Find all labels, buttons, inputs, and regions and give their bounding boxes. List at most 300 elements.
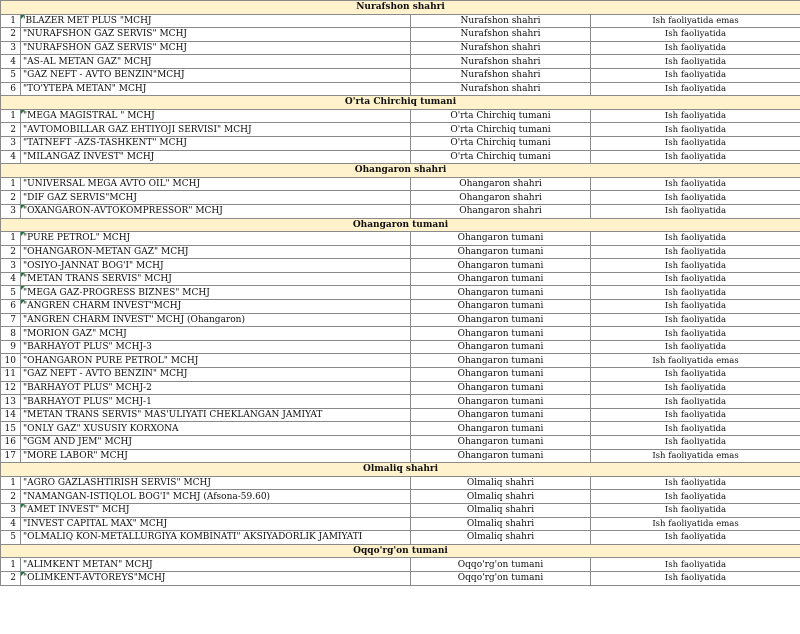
status-cell[interactable] [591,232,800,246]
status-cell[interactable] [591,517,800,531]
company-name[interactable] [21,503,411,517]
comment-indicator-icon [21,110,25,114]
row-number[interactable] [1,422,21,436]
company-name[interactable] [21,368,411,382]
company-name-text: "METAN TRANS SERVIS" MCHJ [23,274,172,285]
row-number-text: 3 [10,138,16,149]
company-name-text: "MEGA GAZ-PROGRESS BIZNES" MCHJ [23,287,210,298]
status-cell[interactable] [591,191,800,205]
section-title: Nurafshon shahri [1,1,800,15]
row-number-text: 12 [4,382,16,393]
company-name-text: "MORE LABOR" MCHJ [23,450,128,461]
table-row [1,150,800,164]
row-number[interactable] [1,41,21,55]
location-cell-text: Ohangaron tumani [457,314,544,325]
table-row [1,490,800,504]
row-number[interactable] [1,136,21,150]
company-name-text: "PURE PETROL" MCHJ [23,233,131,244]
comment-indicator-icon [21,572,25,576]
company-name-text: "ALIMKENT METAN" MCHJ [23,559,153,570]
section-header-row [1,463,800,477]
location-cell-text: Ohangaron tumani [457,260,544,271]
row-number[interactable] [1,531,21,545]
status-cell[interactable] [591,354,800,368]
status-cell[interactable] [591,381,800,395]
company-name[interactable] [21,436,411,450]
row-number[interactable] [1,368,21,382]
table-row [1,395,800,409]
row-number-text: 7 [10,314,16,325]
table-row [1,123,800,137]
row-number[interactable] [1,327,21,341]
company-name[interactable] [21,313,411,327]
location-cell[interactable] [411,286,591,300]
status-cell[interactable] [591,204,800,218]
row-number-text: 3 [10,206,16,217]
status-cell-text: Ish faoliyatida [664,179,727,190]
company-name-text: "AS-AL METAN GAZ" MCHJ [23,56,152,67]
company-name[interactable] [21,476,411,490]
location-cell[interactable] [411,245,591,259]
row-number[interactable] [1,55,21,69]
status-cell-text: Ish faoliyatida emas [652,355,739,366]
company-name[interactable] [21,571,411,585]
company-name[interactable] [21,300,411,314]
table-row [1,82,800,96]
status-cell[interactable] [591,476,800,490]
location-cell-text: Olmaliq shahri [466,505,535,516]
table-row [1,55,800,69]
row-number[interactable] [1,245,21,259]
company-name[interactable] [21,204,411,218]
company-name[interactable] [21,150,411,164]
location-cell[interactable] [411,14,591,28]
status-cell[interactable] [591,150,800,164]
row-number[interactable] [1,204,21,218]
location-cell[interactable] [411,150,591,164]
company-name-text: "NAMANGAN-ISTIQLOL BOG'I" MCHJ (Afsona-59.60) [23,491,271,502]
status-cell[interactable] [591,68,800,82]
table-row [1,41,800,55]
comment-indicator-icon [21,300,25,304]
row-number-text: 1 [10,111,16,122]
table-row [1,531,800,545]
company-name[interactable] [21,490,411,504]
location-cell-text: Ohangaron tumani [457,274,544,285]
table-row [1,422,800,436]
location-cell[interactable] [411,327,591,341]
status-cell[interactable] [591,286,800,300]
location-cell[interactable] [411,55,591,69]
company-name[interactable] [21,136,411,150]
row-number-text: 1 [10,179,16,190]
company-name[interactable] [21,327,411,341]
location-cell-text: Ohangaron tumani [457,410,544,421]
location-cell[interactable] [411,422,591,436]
status-cell-text: Ish faoliyatida [664,206,727,217]
row-number-text: 9 [10,342,16,353]
table-row [1,245,800,259]
company-name-text: "BARHAYOT PLUS" MCHJ-2 [23,382,152,393]
status-cell-text: Ish faoliyatida [664,532,727,543]
location-cell[interactable] [411,313,591,327]
status-cell[interactable] [591,558,800,572]
location-cell-text: Nurafshon shahri [460,70,541,81]
row-number-text: 2 [10,192,16,203]
location-cell-text: Ohangaron tumani [457,450,544,461]
status-cell-text: Ish faoliyatida [664,192,727,203]
row-number-text: 8 [10,328,16,339]
table-row [1,286,800,300]
row-number-text: 2 [10,573,16,584]
section-title: Oqqo'rg'on tumani [1,544,800,558]
location-cell[interactable] [411,204,591,218]
company-name[interactable] [21,68,411,82]
company-name-text: "BARHAYOT PLUS" MCHJ-1 [23,396,152,407]
company-name[interactable] [21,259,411,273]
status-cell[interactable] [591,55,800,69]
comment-indicator-icon [21,205,25,209]
row-number[interactable] [1,191,21,205]
company-name[interactable] [21,272,411,286]
status-cell-text: Ish faoliyatida [664,233,727,244]
company-name[interactable] [21,41,411,55]
table-row [1,571,800,585]
location-cell[interactable] [411,354,591,368]
location-cell[interactable] [411,436,591,450]
company-name-text: "OLMALIQ KON-METALLURGIYA KOMBINATI" AKSIYADORLIK JAMIYATI [23,532,363,543]
status-cell-text: Ish faoliyatida [664,274,727,285]
company-name[interactable] [21,286,411,300]
location-cell-text: Ohangaron tumani [457,423,544,434]
location-cell[interactable] [411,272,591,286]
row-number[interactable] [1,177,21,191]
row-number[interactable] [1,14,21,28]
row-number[interactable] [1,558,21,572]
table-row [1,204,800,218]
row-number[interactable] [1,286,21,300]
location-cell[interactable] [411,503,591,517]
comment-indicator-icon [21,15,25,19]
section-title: Ohangaron tumani [1,218,800,232]
location-cell[interactable] [411,109,591,123]
status-cell[interactable] [591,449,800,463]
row-number-text: 2 [10,246,16,257]
status-cell-text: Ish faoliyatida [664,56,727,67]
row-number[interactable] [1,232,21,246]
location-cell-text: Ohangaron tumani [457,382,544,393]
location-cell-text: Nurafshon shahri [460,56,541,67]
status-cell[interactable] [591,490,800,504]
company-name-text: "TO'YTEPA METAN" MCHJ [23,83,147,94]
row-number[interactable] [1,354,21,368]
status-cell[interactable] [591,28,800,42]
row-number-text: 15 [4,423,16,434]
row-number[interactable] [1,436,21,450]
status-cell-text: Ish faoliyatida [664,328,727,339]
status-cell-text: Ish faoliyatida [664,369,727,380]
row-number[interactable] [1,300,21,314]
company-name-text: "ONLY GAZ" XUSUSIY KORXONA [23,423,179,434]
status-cell-text: Ish faoliyatida emas [652,518,739,529]
company-name[interactable] [21,422,411,436]
table-row [1,109,800,123]
status-cell[interactable] [591,177,800,191]
company-name-text: "OLIMKENT-AVTOREYS"MCHJ [23,573,166,584]
row-number[interactable] [1,259,21,273]
location-cell-text: Nurafshon shahri [460,29,541,40]
row-number[interactable] [1,490,21,504]
status-cell[interactable] [591,82,800,96]
status-cell[interactable] [591,408,800,422]
company-name[interactable] [21,408,411,422]
row-number[interactable] [1,313,21,327]
location-cell[interactable] [411,517,591,531]
location-cell[interactable] [411,177,591,191]
section-header-row [1,164,800,178]
location-cell[interactable] [411,368,591,382]
status-cell-text: Ish faoliyatida [664,301,727,312]
status-cell-text: Ish faoliyatida [664,70,727,81]
location-cell[interactable] [411,395,591,409]
location-cell-text: Ohangaron tumani [457,396,544,407]
section-title: O'rta Chirchiq tumani [1,96,800,110]
company-name[interactable] [21,340,411,354]
location-cell-text: Nurafshon shahri [460,15,541,26]
location-cell[interactable] [411,68,591,82]
row-number-text: 6 [10,83,16,94]
row-number-text: 3 [10,43,16,54]
table-row [1,503,800,517]
location-cell-text: Oqqo'rg'on tumani [457,559,544,570]
table-row [1,259,800,273]
status-cell[interactable] [591,503,800,517]
row-number-text: 5 [10,287,16,298]
status-cell[interactable] [591,571,800,585]
location-cell-text: Ohangaron tumani [457,369,544,380]
status-cell[interactable] [591,109,800,123]
status-cell-text: Ish faoliyatida [664,260,727,271]
company-name-text: "MEGA MAGISTRAL " MCHJ [23,111,155,122]
location-cell[interactable] [411,381,591,395]
table-row [1,177,800,191]
company-name-text: "MORION GAZ" MCHJ [23,328,127,339]
row-number[interactable] [1,68,21,82]
company-name[interactable] [21,354,411,368]
company-name[interactable] [21,517,411,531]
status-cell[interactable] [591,395,800,409]
company-name-text: "ANGREN CHARM INVEST" MCHJ (Ohangaron) [23,314,245,325]
location-cell-text: Ohangaron tumani [457,328,544,339]
row-number[interactable] [1,28,21,42]
status-cell[interactable] [591,272,800,286]
table-row [1,449,800,463]
location-cell[interactable] [411,300,591,314]
location-cell-text: Ohangaron tumani [457,246,544,257]
location-cell[interactable] [411,123,591,137]
row-number-text: 14 [4,410,16,421]
row-number-text: 16 [4,437,16,448]
comment-indicator-icon [21,504,25,508]
company-name[interactable] [21,449,411,463]
company-name-text: "NURAFSHON GAZ SERVIS" MCHJ [23,29,188,40]
table-row [1,368,800,382]
location-cell[interactable] [411,28,591,42]
location-cell-text: O'rta Chirchiq tumani [450,151,551,162]
company-name[interactable] [21,191,411,205]
company-name[interactable] [21,531,411,545]
status-cell[interactable] [591,245,800,259]
company-name[interactable] [21,55,411,69]
location-cell[interactable] [411,558,591,572]
status-cell-text: Ish faoliyatida emas [652,450,739,461]
location-cell[interactable] [411,232,591,246]
status-cell[interactable] [591,436,800,450]
company-name-text: "TATNEFT -AZS-TASHKENT" MCHJ [23,138,187,149]
row-number[interactable] [1,272,21,286]
location-cell-text: Olmaliq shahri [466,518,535,529]
row-number[interactable] [1,150,21,164]
table-row [1,476,800,490]
status-cell[interactable] [591,368,800,382]
company-name-text: "OHANGARON PURE PETROL" MCHJ [23,355,199,366]
location-cell-text: Ohangaron tumani [457,301,544,312]
location-cell-text: Oqqo'rg'on tumani [457,573,544,584]
row-number-text: 5 [10,70,16,81]
section-header-row [1,1,800,15]
status-cell-text: Ish faoliyatida [664,151,727,162]
status-cell[interactable] [591,14,800,28]
row-number-text: 1 [10,559,16,570]
location-cell-text: O'rta Chirchiq tumani [450,111,551,122]
location-cell[interactable] [411,449,591,463]
status-cell-text: Ish faoliyatida [664,43,727,54]
company-name[interactable] [21,558,411,572]
company-name-text: 'BLAZER MET PLUS "MCHJ [23,15,152,26]
company-name-text: "NURAFSHON GAZ SERVIS" MCHJ [23,43,188,54]
location-cell-text: Ohangaron tumani [457,342,544,353]
company-name-text: "INVEST CAPITAL MAX" MCHJ [23,518,168,529]
table-row [1,313,800,327]
company-name[interactable] [21,14,411,28]
company-name-text: "OSIYO-JANNAT BOG'I" MCHJ [23,260,164,271]
company-name-text: "METAN TRANS SERVIS" MAS'ULIYATI CHEKLANGAN JAMIYAT [23,410,323,421]
company-name[interactable] [21,395,411,409]
location-cell[interactable] [411,408,591,422]
location-cell[interactable] [411,490,591,504]
company-name-text: "AGRO GAZLASHTIRISH SERVIS" MCHJ [23,478,212,489]
row-number[interactable] [1,82,21,96]
row-number-text: 3 [10,505,16,516]
location-cell-text: Ohangaron shahri [459,192,542,203]
stations-table-body [1,1,800,586]
section-header-row [1,96,800,110]
company-name[interactable] [21,381,411,395]
company-name-text: "GGM AND JEM" MCHJ [23,437,132,448]
location-cell[interactable] [411,259,591,273]
status-cell[interactable] [591,41,800,55]
company-name-text: "UNIVERSAL MEGA AVTO OIL" MCHJ [23,179,201,190]
location-cell[interactable] [411,191,591,205]
company-name-text: "GAZ NEFT - AVTO BENZIN"MCHJ [23,70,185,81]
location-cell[interactable] [411,531,591,545]
company-name-text: "OHANGARON-METAN GAZ" MCHJ [23,246,189,257]
row-number[interactable] [1,340,21,354]
company-name[interactable] [21,109,411,123]
row-number[interactable] [1,123,21,137]
row-number[interactable] [1,408,21,422]
row-number-text: 1 [10,233,16,244]
comment-indicator-icon [21,232,25,236]
comment-indicator-icon [21,286,25,290]
company-name[interactable] [21,28,411,42]
location-cell[interactable] [411,41,591,55]
location-cell[interactable] [411,136,591,150]
section-title: Ohangaron shahri [1,164,800,178]
status-cell-text: Ish faoliyatida [664,396,727,407]
status-cell[interactable] [591,313,800,327]
company-name[interactable] [21,177,411,191]
row-number-text: 1 [10,15,16,26]
company-name[interactable] [21,82,411,96]
company-name-text: "OXANGARON-AVTOKOMPRESSOR" MCHJ [23,206,223,217]
comment-indicator-icon [21,273,25,277]
location-cell-text: Ohangaron tumani [457,287,544,298]
status-cell-text: Ish faoliyatida emas [652,15,739,26]
row-number[interactable] [1,109,21,123]
location-cell[interactable] [411,571,591,585]
row-number[interactable] [1,381,21,395]
status-cell[interactable] [591,327,800,341]
company-name-text: "GAZ NEFT - AVTO BENZIN" MCHJ [23,369,188,380]
company-name[interactable] [21,232,411,246]
status-cell[interactable] [591,136,800,150]
status-cell[interactable] [591,259,800,273]
table-row [1,408,800,422]
status-cell[interactable] [591,123,800,137]
status-cell[interactable] [591,300,800,314]
status-cell-text: Ish faoliyatida [664,491,727,502]
row-number[interactable] [1,395,21,409]
row-number[interactable] [1,503,21,517]
company-name-text: "DIF GAZ SERVIS"MCHJ [23,192,137,203]
row-number-text: 13 [4,396,16,407]
table-row [1,327,800,341]
status-cell-text: Ish faoliyatida [664,573,727,584]
row-number[interactable] [1,517,21,531]
row-number[interactable] [1,476,21,490]
row-number[interactable] [1,449,21,463]
status-cell[interactable] [591,422,800,436]
company-name[interactable] [21,245,411,259]
status-cell[interactable] [591,531,800,545]
row-number-text: 2 [10,491,16,502]
row-number[interactable] [1,571,21,585]
status-cell-text: Ish faoliyatida [664,124,727,135]
row-number-text: 11 [4,369,16,380]
company-name-text: "BARHAYOT PLUS" MCHJ-3 [23,342,152,353]
row-number-text: 5 [10,532,16,543]
table-row [1,272,800,286]
company-name[interactable] [21,123,411,137]
location-cell[interactable] [411,476,591,490]
status-cell[interactable] [591,340,800,354]
section-header-row [1,218,800,232]
location-cell[interactable] [411,340,591,354]
location-cell[interactable] [411,82,591,96]
location-cell-text: Nurafshon shahri [460,43,541,54]
table-row [1,558,800,572]
